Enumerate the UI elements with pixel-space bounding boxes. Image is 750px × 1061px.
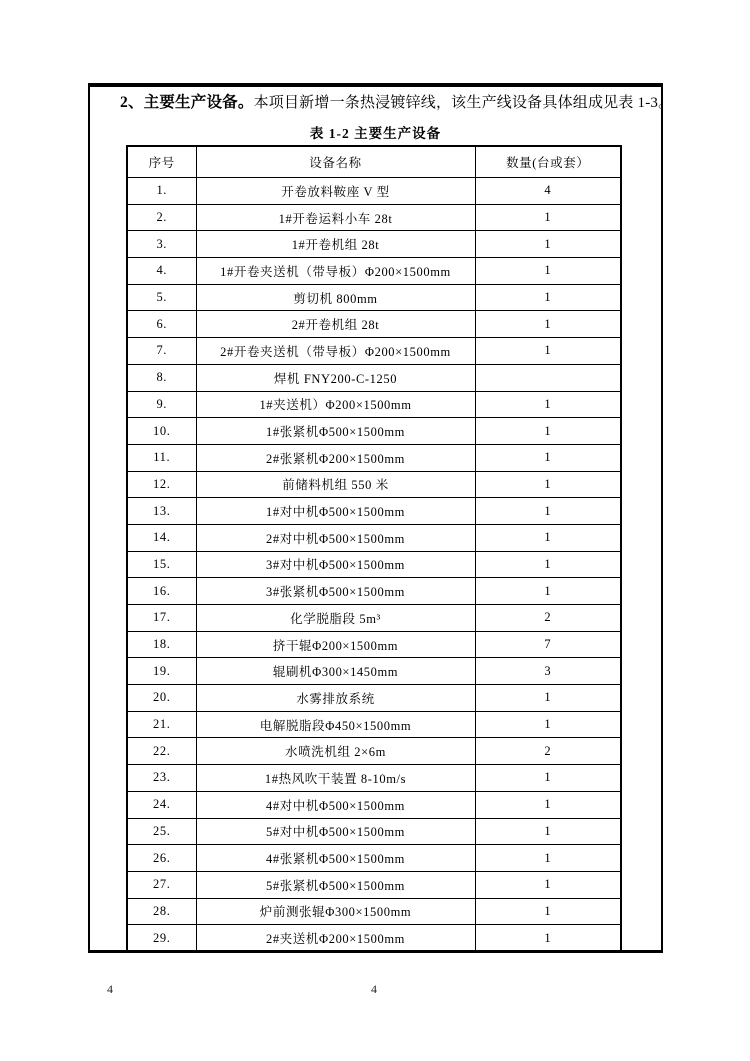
row-number-cell: 17.	[127, 605, 196, 632]
row-number-cell: 22.	[127, 738, 196, 765]
quantity-cell: 1	[475, 471, 621, 498]
quantity-cell: 1	[475, 204, 621, 231]
row-number-cell: 24.	[127, 791, 196, 818]
table-row	[127, 178, 621, 205]
quantity-cell: 1	[475, 338, 621, 365]
row-number-cell: 28.	[127, 898, 196, 925]
table-row	[127, 605, 621, 632]
table-row	[127, 364, 621, 391]
row-number-cell: 20.	[127, 685, 196, 712]
row-number-cell: 9.	[127, 391, 196, 418]
table-row	[127, 551, 621, 578]
equipment-name-cell: 挤干辊Φ200×1500mm	[196, 631, 475, 658]
equipment-name-cell: 开卷放料鞍座 V 型	[196, 178, 475, 205]
row-number-cell: 12.	[127, 471, 196, 498]
table-row	[127, 738, 621, 765]
equipment-name-cell: 2#张紧机Φ200×1500mm	[196, 444, 475, 471]
row-number-cell: 6.	[127, 311, 196, 338]
equipment-table	[126, 145, 622, 953]
quantity-cell: 1	[475, 925, 621, 952]
row-number-cell: 27.	[127, 871, 196, 898]
table-row	[127, 845, 621, 872]
row-number-cell: 15.	[127, 551, 196, 578]
row-number-cell: 7.	[127, 338, 196, 365]
table-row	[127, 471, 621, 498]
row-number-cell: 14.	[127, 524, 196, 551]
quantity-cell: 1	[475, 311, 621, 338]
equipment-name-cell: 1#热风吹干装置 8-10m/s	[196, 765, 475, 792]
quantity-cell: 1	[475, 498, 621, 525]
table-row	[127, 685, 621, 712]
quantity-cell: 1	[475, 791, 621, 818]
equipment-name-cell: 1#开卷夹送机（带导板）Φ200×1500mm	[196, 258, 475, 285]
quantity-cell: 4	[475, 178, 621, 205]
footer-page-number-left: 4	[107, 982, 113, 996]
table-row	[127, 258, 621, 285]
quantity-cell: 1	[475, 258, 621, 285]
quantity-cell: 1	[475, 231, 621, 258]
quantity-cell: 1	[475, 444, 621, 471]
equipment-name-cell: 1#开卷机组 28t	[196, 231, 475, 258]
table-row	[127, 284, 621, 311]
quantity-cell: 1	[475, 391, 621, 418]
row-number-cell: 29.	[127, 925, 196, 952]
equipment-name-cell: 炉前测张辊Φ300×1500mm	[196, 898, 475, 925]
table-row	[127, 791, 621, 818]
row-number-cell: 26.	[127, 845, 196, 872]
table-row	[127, 524, 621, 551]
quantity-cell: 1	[475, 284, 621, 311]
equipment-name-cell: 1#对中机Φ500×1500mm	[196, 498, 475, 525]
table-row	[127, 871, 621, 898]
equipment-name-cell: 2#对中机Φ500×1500mm	[196, 524, 475, 551]
equipment-name-cell: 化学脱脂段 5m³	[196, 605, 475, 632]
row-number-cell: 10.	[127, 418, 196, 445]
footer-page-number-center: 4	[371, 982, 377, 996]
header-cell-equipment-name: 设备名称	[196, 146, 475, 178]
equipment-name-cell: 4#对中机Φ500×1500mm	[196, 791, 475, 818]
intro-text: 本项目新增一条热浸镀锌线，该生产线设备具体组成见表 1-3。	[253, 95, 674, 111]
table-row	[127, 338, 621, 365]
row-number-cell: 19.	[127, 658, 196, 685]
equipment-name-cell: 水雾排放系统	[196, 685, 475, 712]
table-row	[127, 898, 621, 925]
table-row	[127, 711, 621, 738]
quantity-cell: 1	[475, 845, 621, 872]
quantity-cell: 3	[475, 658, 621, 685]
equipment-name-cell: 剪切机 800mm	[196, 284, 475, 311]
table-row	[127, 311, 621, 338]
equipment-name-cell: 辊刷机Φ300×1450mm	[196, 658, 475, 685]
quantity-cell: 1	[475, 418, 621, 445]
header-cell-index: 序号	[127, 146, 196, 178]
table-row	[127, 231, 621, 258]
row-number-cell: 3.	[127, 231, 196, 258]
equipment-table-body	[127, 178, 621, 952]
equipment-name-cell: 1#张紧机Φ500×1500mm	[196, 418, 475, 445]
row-number-cell: 18.	[127, 631, 196, 658]
equipment-name-cell: 1#夹送机）Φ200×1500mm	[196, 391, 475, 418]
quantity-cell	[475, 364, 621, 391]
table-row	[127, 578, 621, 605]
quantity-cell: 1	[475, 818, 621, 845]
equipment-name-cell: 2#开卷机组 28t	[196, 311, 475, 338]
header-cell-quantity: 数量(台或套）	[475, 146, 621, 178]
equipment-name-cell: 5#张紧机Φ500×1500mm	[196, 871, 475, 898]
quantity-cell: 1	[475, 765, 621, 792]
row-number-cell: 5.	[127, 284, 196, 311]
quantity-cell: 1	[475, 871, 621, 898]
quantity-cell: 7	[475, 631, 621, 658]
table-row	[127, 631, 621, 658]
table-row	[127, 925, 621, 952]
quantity-cell: 1	[475, 551, 621, 578]
quantity-cell: 2	[475, 738, 621, 765]
row-number-cell: 21.	[127, 711, 196, 738]
table-row	[127, 444, 621, 471]
equipment-name-cell: 4#张紧机Φ500×1500mm	[196, 845, 475, 872]
row-number-cell: 25.	[127, 818, 196, 845]
row-number-cell: 1.	[127, 178, 196, 205]
equipment-name-cell: 3#张紧机Φ500×1500mm	[196, 578, 475, 605]
row-number-cell: 13.	[127, 498, 196, 525]
table-row	[127, 418, 621, 445]
equipment-name-cell: 前储料机组 550 米	[196, 471, 475, 498]
equipment-name-cell: 1#开卷运料小车 28t	[196, 204, 475, 231]
table-row	[127, 204, 621, 231]
quantity-cell: 1	[475, 685, 621, 712]
page-border-frame	[88, 83, 674, 953]
table-title: 表 1-2 主要生产设备	[309, 126, 442, 141]
equipment-name-cell: 5#对中机Φ500×1500mm	[196, 818, 475, 845]
equipment-name-cell: 2#开卷夹送机（带导板）Φ200×1500mm	[196, 338, 475, 365]
equipment-name-cell: 焊机 FNY200-C-1250	[196, 364, 475, 391]
row-number-cell: 23.	[127, 765, 196, 792]
quantity-cell: 1	[475, 711, 621, 738]
table-row	[127, 658, 621, 685]
equipment-name-cell: 水喷洗机组 2×6m	[196, 738, 475, 765]
table-row	[127, 391, 621, 418]
equipment-name-cell: 2#夹送机Φ200×1500mm	[196, 925, 475, 952]
table-row	[127, 818, 621, 845]
equipment-table-head	[127, 146, 621, 178]
row-number-cell: 4.	[127, 258, 196, 285]
intro-paragraph	[120, 93, 674, 114]
quantity-cell: 2	[475, 605, 621, 632]
equipment-name-cell: 电解脱脂段Φ450×1500mm	[196, 711, 475, 738]
row-number-cell: 11.	[127, 444, 196, 471]
quantity-cell: 1	[475, 898, 621, 925]
table-row	[127, 498, 621, 525]
equipment-name-cell: 3#对中机Φ500×1500mm	[196, 551, 475, 578]
header-row	[127, 146, 621, 178]
table-row	[127, 765, 621, 792]
row-number-cell: 2.	[127, 204, 196, 231]
quantity-cell: 1	[475, 578, 621, 605]
quantity-cell: 1	[475, 524, 621, 551]
row-number-cell: 8.	[127, 364, 196, 391]
row-number-cell: 16.	[127, 578, 196, 605]
intro-heading: 2、主要生产设备。	[120, 94, 254, 111]
